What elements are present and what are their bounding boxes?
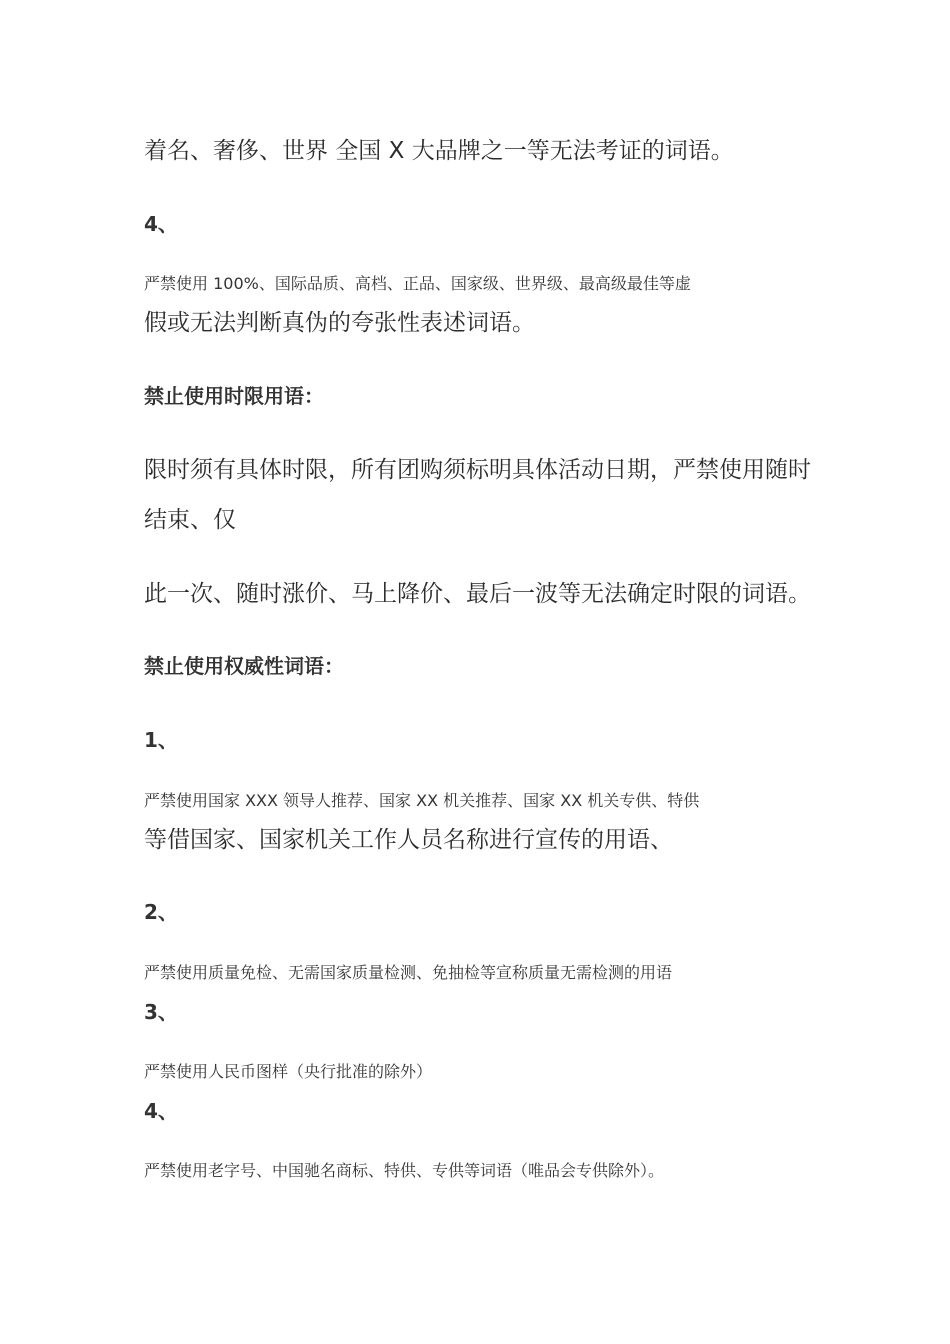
item-number: 4、 <box>144 1099 178 1123</box>
paragraph: 结束、仅 <box>144 507 236 533</box>
paragraph: 等借国家、国家机关工作人员名称进行宣传的用语、 <box>144 827 673 853</box>
paragraph: 着名、奢侈、世界 全国 X 大品牌之一等无法考证的词语。 <box>144 138 734 164</box>
paragraph: 假或无法判断真伪的夸张性表述词语。 <box>144 310 535 336</box>
item-number: 3、 <box>144 1000 178 1024</box>
paragraph: 严禁使用 100%、国际品质、高档、正品、国家级、世界级、最高级最佳等虚 <box>144 274 691 293</box>
paragraph: 严禁使用质量免检、无需国家质量检测、免抽检等宣称质量无需检测的用语 <box>144 963 673 982</box>
paragraph: 此一次、随时涨价、马上降价、最后一波等无法确定时限的词语。 <box>144 581 811 607</box>
item-number: 2、 <box>144 900 178 924</box>
paragraph: 严禁使用老字号、中国驰名商标、特供、专供等词语（唯品会专供除外）。 <box>144 1161 665 1180</box>
section-heading: 禁止使用时限用语： <box>144 384 324 408</box>
paragraph: 限时须有具体时限，所有团购须标明具体活动日期，严禁使用随时 <box>144 457 811 483</box>
item-number: 1、 <box>144 728 178 752</box>
paragraph: 严禁使用国家 XXX 领导人推荐、国家 XX 机关推荐、国家 XX 机关专供、特供 <box>144 791 700 810</box>
paragraph: 严禁使用人民币图样（央行批准的除外） <box>144 1062 433 1081</box>
section-heading: 禁止使用权威性词语： <box>144 654 344 678</box>
item-number: 4、 <box>144 212 178 236</box>
